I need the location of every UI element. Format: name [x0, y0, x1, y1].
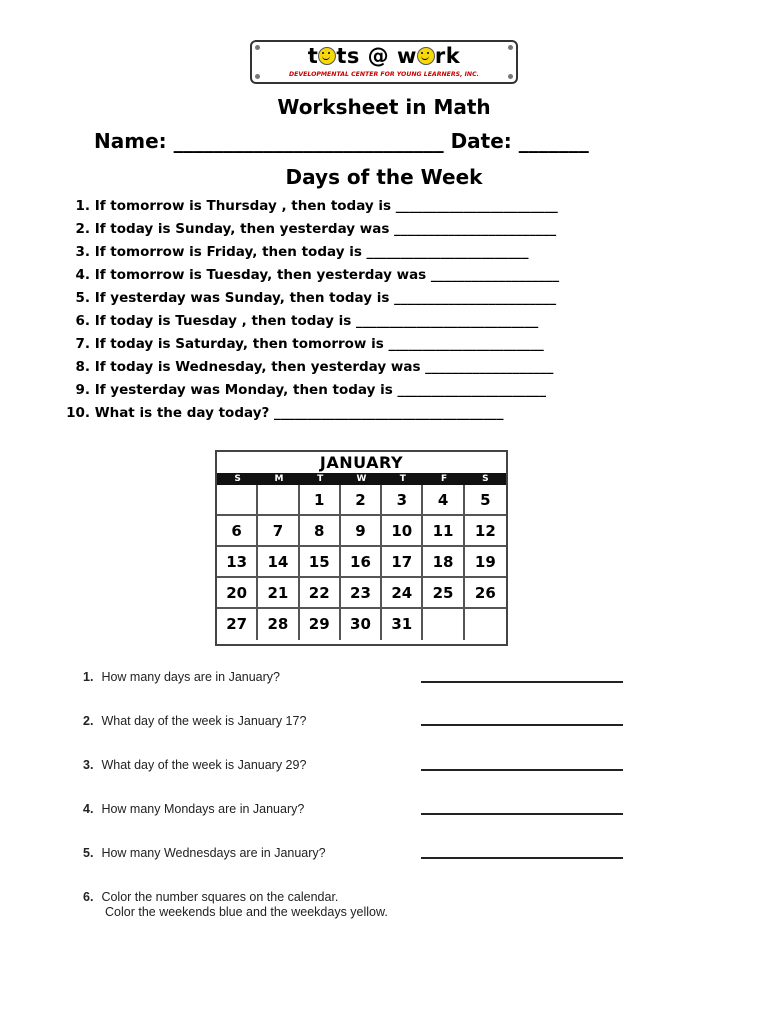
calendar-question-number: 5.: [83, 846, 94, 860]
calendar-question-text: How many days are in January?: [101, 670, 280, 684]
weekday-header: [217, 473, 506, 485]
weekday-label: M: [274, 474, 284, 484]
calendar-question-number: 4.: [83, 802, 94, 816]
question-number: 10.: [66, 405, 90, 421]
calendar-question: [83, 890, 388, 920]
question-text: What is the day today? __________________________________: [90, 405, 504, 421]
calendar-day-cell: 29: [300, 609, 341, 640]
question-number: 2.: [75, 221, 90, 237]
question-number: 1.: [75, 198, 90, 214]
answer-line: [421, 681, 623, 683]
question-text: If tomorrow is Thursday , then today is ________________________: [90, 198, 558, 214]
calendar-grid: [217, 485, 506, 640]
calendar-day-cell: 19: [465, 547, 506, 578]
answer-line: [421, 724, 623, 726]
calendar-day-cell: 8: [300, 516, 341, 547]
weekday-label: W: [356, 474, 367, 484]
question-item: [40, 336, 559, 359]
calendar-day-cell: 30: [341, 609, 382, 640]
calendar-question-number: 1.: [83, 670, 94, 684]
question-item: [40, 313, 559, 336]
logo-text-part: t: [307, 44, 319, 68]
question-item: [40, 221, 559, 244]
question-item: [40, 382, 559, 405]
calendar-day-cell: 11: [423, 516, 464, 547]
section-title: Days of the Week: [285, 165, 483, 189]
calendar-day-cell: 24: [382, 578, 423, 609]
calendar-question: [83, 846, 326, 860]
calendar-day-cell: 13: [217, 547, 258, 578]
calendar-day-cell: 14: [258, 547, 299, 578]
question-text: If today is Tuesday , then today is ___________________________: [90, 313, 539, 329]
calendar-question-number: 6.: [83, 890, 94, 904]
answer-line: [421, 769, 623, 771]
question-number: 5.: [75, 290, 90, 306]
calendar-day-cell: 26: [465, 578, 506, 609]
calendar-question: [83, 758, 306, 772]
calendar-question-text: How many Mondays are in January?: [101, 802, 305, 816]
question-item: [40, 244, 559, 267]
calendar-question-text: What day of the week is January 29?: [101, 758, 307, 772]
smiley-face-icon: [417, 47, 435, 65]
calendar-day-cell: 23: [341, 578, 382, 609]
days-of-week-questions: [40, 198, 559, 428]
weekday-label: S: [482, 474, 489, 484]
calendar-day-cell: 7: [258, 516, 299, 547]
question-number: 9.: [75, 382, 90, 398]
question-text: If today is Wednesday, then yesterday was ___________________: [90, 359, 554, 375]
calendar-question: [83, 670, 280, 684]
calendar-day-cell: 4: [423, 485, 464, 516]
question-text: If tomorrow is Friday, then today is ________________________: [90, 244, 529, 260]
logo-text-part: ts @ w: [336, 44, 417, 68]
calendar-day-cell: 2: [341, 485, 382, 516]
question-item: [40, 267, 559, 290]
question-number: 3.: [75, 244, 90, 260]
calendar-question: [83, 714, 306, 728]
calendar-question-text: How many Wednesdays are in January?: [101, 846, 326, 860]
calendar-day-cell: [423, 609, 464, 640]
calendar-day-cell: [465, 609, 506, 640]
calendar-day-cell: 22: [300, 578, 341, 609]
calendar-day-cell: 25: [423, 578, 464, 609]
calendar-month: JANUARY: [319, 453, 404, 472]
question-text: If today is Sunday, then yesterday was ________________________: [90, 221, 557, 237]
calendar-question: [83, 802, 304, 816]
question-text: If tomorrow is Tuesday, then yesterday was ___________________: [90, 267, 560, 283]
question-item: [40, 198, 559, 221]
calendar-day-cell: 1: [300, 485, 341, 516]
question-number: 8.: [75, 359, 90, 375]
calendar-day-cell: 5: [465, 485, 506, 516]
calendar-day-cell: 18: [423, 547, 464, 578]
weekday-label: S: [234, 474, 241, 484]
calendar-day-cell: 27: [217, 609, 258, 640]
calendar-day-cell: [258, 485, 299, 516]
tots-at-work-logo: [250, 40, 518, 84]
logo-brand: [252, 44, 516, 68]
smiley-face-icon: [318, 47, 336, 65]
calendar-day-cell: 15: [300, 547, 341, 578]
logo-tagline: DEVELOPMENTAL CENTER FOR YOUNG LEARNERS, INC.: [289, 71, 479, 78]
question-number: 4.: [75, 267, 90, 283]
calendar-day-cell: 10: [382, 516, 423, 547]
logo-text-part: rk: [434, 44, 461, 68]
calendar-question-number: 2.: [83, 714, 94, 728]
calendar-day-cell: 20: [217, 578, 258, 609]
weekday-label: F: [440, 474, 448, 484]
name-date-line: Name: ___________________________ Date: _______: [94, 129, 589, 153]
question-item: [40, 290, 559, 313]
calendar-day-cell: 31: [382, 609, 423, 640]
question-item: [40, 405, 559, 428]
calendar-day-cell: 12: [465, 516, 506, 547]
calendar-question-number: 3.: [83, 758, 94, 772]
calendar-day-cell: 17: [382, 547, 423, 578]
weekday-label: T: [399, 474, 406, 484]
calendar-day-cell: 9: [341, 516, 382, 547]
weekday-label: T: [317, 474, 324, 484]
calendar-day-cell: 3: [382, 485, 423, 516]
question-text: If yesterday was Monday, then today is ______________________: [90, 382, 546, 398]
calendar-question-text-line2: Color the weekends blue and the weekdays yellow.: [105, 905, 388, 919]
calendar-day-cell: 28: [258, 609, 299, 640]
calendar-question-text: What day of the week is January 17?: [101, 714, 307, 728]
calendar-question-text: Color the number squares on the calendar.: [101, 890, 339, 904]
question-text: If yesterday was Sunday, then today is ________________________: [90, 290, 557, 306]
answer-line: [421, 857, 623, 859]
question-item: [40, 359, 559, 382]
calendar-day-cell: [217, 485, 258, 516]
question-number: 7.: [75, 336, 90, 352]
question-number: 6.: [75, 313, 90, 329]
worksheet-title: Worksheet in Math: [277, 95, 491, 119]
january-calendar: [215, 450, 508, 646]
answer-line: [421, 813, 623, 815]
calendar-day-cell: 6: [217, 516, 258, 547]
calendar-day-cell: 21: [258, 578, 299, 609]
calendar-day-cell: 16: [341, 547, 382, 578]
question-text: If today is Saturday, then tomorrow is _______________________: [90, 336, 544, 352]
